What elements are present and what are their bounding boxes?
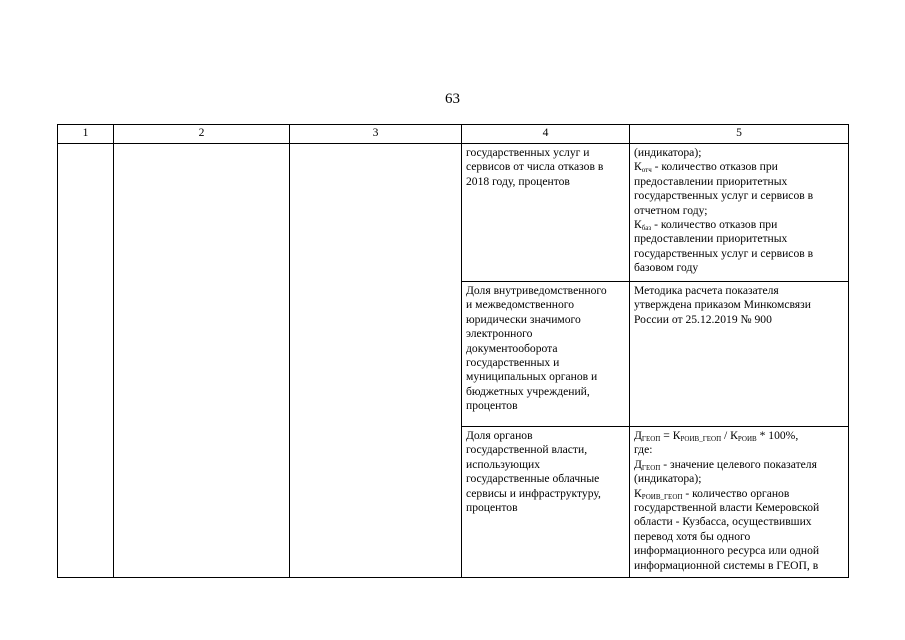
text-line: (индикатора); — [634, 146, 702, 159]
method-cell — [630, 282, 849, 427]
symbol-subscript: баз — [641, 224, 652, 233]
definition-d — [634, 458, 845, 472]
text-line: предоставлении приоритетных — [634, 232, 788, 246]
formula-text: = К — [660, 429, 681, 442]
indicator-name-cell — [462, 282, 630, 427]
symbol-subscript: ГЕОП — [641, 435, 661, 443]
formula-text: / К — [721, 429, 738, 442]
text-line: использующих — [466, 457, 540, 471]
text-line: и межведомственного — [466, 298, 575, 312]
text-line: Доля органов — [466, 429, 533, 442]
symbol: К — [634, 218, 642, 232]
symbol-subscript: РОИВ_ГЕОП — [641, 492, 683, 501]
symbol: К — [634, 160, 642, 174]
definition-text: - количество отказов при — [651, 218, 778, 232]
cell-col-1 — [58, 144, 114, 578]
text-line: (индикатора); — [634, 472, 702, 486]
header-col-1: 1 — [58, 125, 114, 144]
text-line: государственных и — [466, 356, 560, 370]
definition-text: - количество органов — [682, 486, 790, 500]
text-line: муниципальных органов и — [466, 370, 598, 384]
text-line: базовом году — [634, 261, 699, 275]
text-line: процентов — [466, 399, 518, 413]
formula — [634, 429, 845, 443]
definition-kbaz — [634, 218, 845, 232]
text-line: утверждена приказом Минкомсвязи — [634, 298, 811, 312]
text-line: бюджетных учреждений, — [466, 384, 590, 398]
symbol: Д — [634, 429, 642, 442]
text-line: государственных услуг и сервисов в — [634, 189, 814, 203]
text-line: государственных услуг и — [466, 146, 590, 159]
table-row — [58, 144, 849, 282]
method-cell — [630, 427, 849, 578]
definition-text: - количество отказов при — [651, 160, 778, 174]
definition-k — [634, 487, 845, 501]
page-number: 63 — [445, 91, 460, 107]
text-line: Доля внутриведомственного — [466, 284, 607, 297]
text-line: Методика расчета показателя — [634, 284, 779, 297]
text-line: информационного ресурса или одной — [634, 544, 820, 558]
header-row — [58, 125, 849, 144]
header-col-4: 4 — [462, 125, 630, 144]
text-line: 2018 году, процентов — [466, 174, 570, 188]
formula-text: * 100%, — [756, 429, 799, 442]
method-cell — [630, 144, 849, 282]
text-line: государственной власти, — [466, 443, 588, 457]
text-line: государственной власти Кемеровской — [634, 501, 820, 515]
text-line: области - Кузбасса, осуществивших — [634, 515, 812, 529]
text-line: где: — [634, 443, 653, 457]
text-line: перевод хотя бы одного — [634, 529, 751, 543]
symbol-subscript: ГЕОП — [641, 463, 661, 472]
definition-text: - значение целевого показателя — [660, 457, 817, 471]
symbol-subscript: РОИВ_ГЕОП — [680, 435, 722, 443]
definition-kotch — [634, 160, 845, 174]
text-line: процентов — [466, 501, 518, 515]
header-col-2: 2 — [114, 125, 290, 144]
cell-col-2 — [114, 144, 290, 578]
text-line: предоставлении приоритетных — [634, 174, 788, 188]
symbol: Д — [634, 457, 642, 471]
text-line: юридически значимого — [466, 312, 581, 326]
text-line: государственных услуг и сервисов в — [634, 246, 814, 260]
text-line: сервисов от числа отказов в — [466, 160, 604, 174]
text-line: электронного — [466, 327, 533, 341]
text-line: России от 25.12.2019 № 900 — [634, 312, 772, 326]
text-line: отчетном году; — [634, 203, 708, 217]
indicator-name-cell — [462, 427, 630, 578]
text-line: государственные облачные — [466, 472, 600, 486]
symbol-subscript: отч — [641, 166, 652, 175]
header-col-5: 5 — [630, 125, 849, 144]
text-line: сервисы и инфраструктуру, — [466, 486, 601, 500]
symbol: К — [634, 486, 642, 500]
symbol-subscript: РОИВ — [737, 435, 757, 443]
cell-col-3 — [290, 144, 462, 578]
indicator-table — [57, 124, 849, 578]
indicator-name-cell — [462, 144, 630, 282]
text-line: информационной системы в ГЕОП, в — [634, 558, 819, 572]
header-col-3: 3 — [290, 125, 462, 144]
text-line: документооборота — [466, 341, 558, 355]
